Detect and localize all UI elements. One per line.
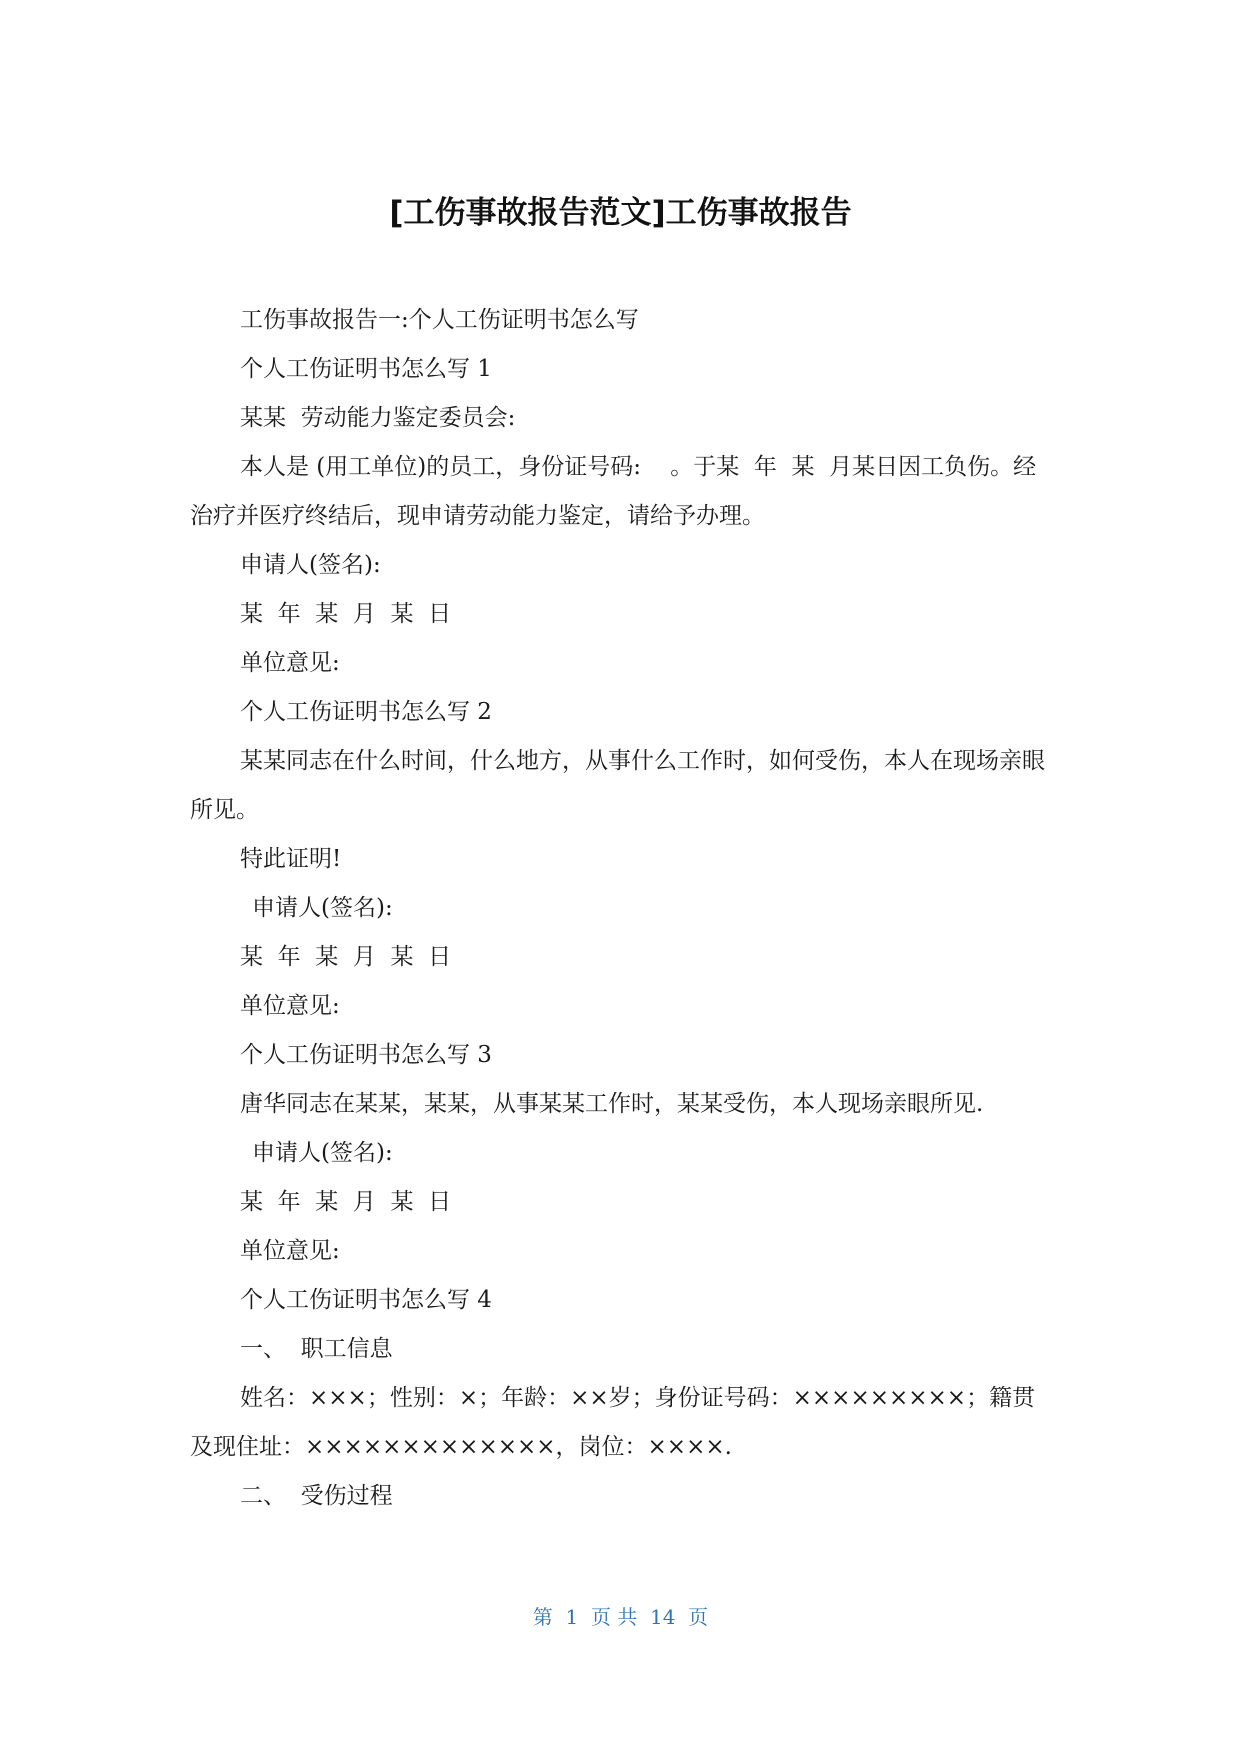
paragraph: 某某同志在什么时间，什么地方，从事什么工作时，如何受伤，本人在现场亲眼所见。 xyxy=(190,748,1045,823)
paragraph: 工伤事故报告一:个人工伤证明书怎么写 xyxy=(240,307,639,333)
paragraph: 本人是 (用工单位)的员工，身份证号码: 。于某 年 某 月某日因工负伤。经治疗并医疗终结后，现申请劳动能力鉴定，请给予办理。 xyxy=(190,454,1037,529)
paragraph: 申请人(签名): xyxy=(240,552,381,578)
paragraph: 个人工伤证明书怎么写 2 xyxy=(240,699,492,725)
paragraph: 唐华同志在某某，某某，从事某某工作时，某某受伤，本人现场亲眼所见. xyxy=(240,1091,984,1117)
paragraph: 姓名：×××；性别：×；年龄：××岁；身份证号码：×××××××××；籍贯及现住址：×××××××××××××，岗位：××××. xyxy=(190,1385,1036,1460)
paragraph: 某某 劳动能力鉴定委员会: xyxy=(240,405,516,431)
paragraph: 单位意见: xyxy=(240,1238,340,1264)
paragraph: 一、 职工信息 xyxy=(240,1336,393,1362)
page-title: [工伤事故报告范文]工伤事故报告 xyxy=(389,195,852,231)
paragraph: 某 年 某 月 某 日 xyxy=(240,944,452,970)
paragraph: 个人工伤证明书怎么写 1 xyxy=(240,356,492,382)
page-number: 第 1 页 共 14 页 xyxy=(532,1605,709,1629)
document-body xyxy=(190,296,1050,1521)
paragraph: 单位意见: xyxy=(240,650,340,676)
paragraph: 二、 受伤过程 xyxy=(240,1483,393,1509)
paragraph: 单位意见: xyxy=(240,993,340,1019)
paragraph: 某 年 某 月 某 日 xyxy=(240,1189,452,1215)
paragraph: 申请人(签名): xyxy=(252,1140,393,1166)
paragraph: 申请人(签名): xyxy=(252,895,393,921)
paragraph: 个人工伤证明书怎么写 3 xyxy=(240,1042,492,1068)
paragraph: 特此证明! xyxy=(240,846,342,872)
paragraph: 个人工伤证明书怎么写 4 xyxy=(240,1287,492,1313)
paragraph: 某 年 某 月 某 日 xyxy=(240,601,452,627)
